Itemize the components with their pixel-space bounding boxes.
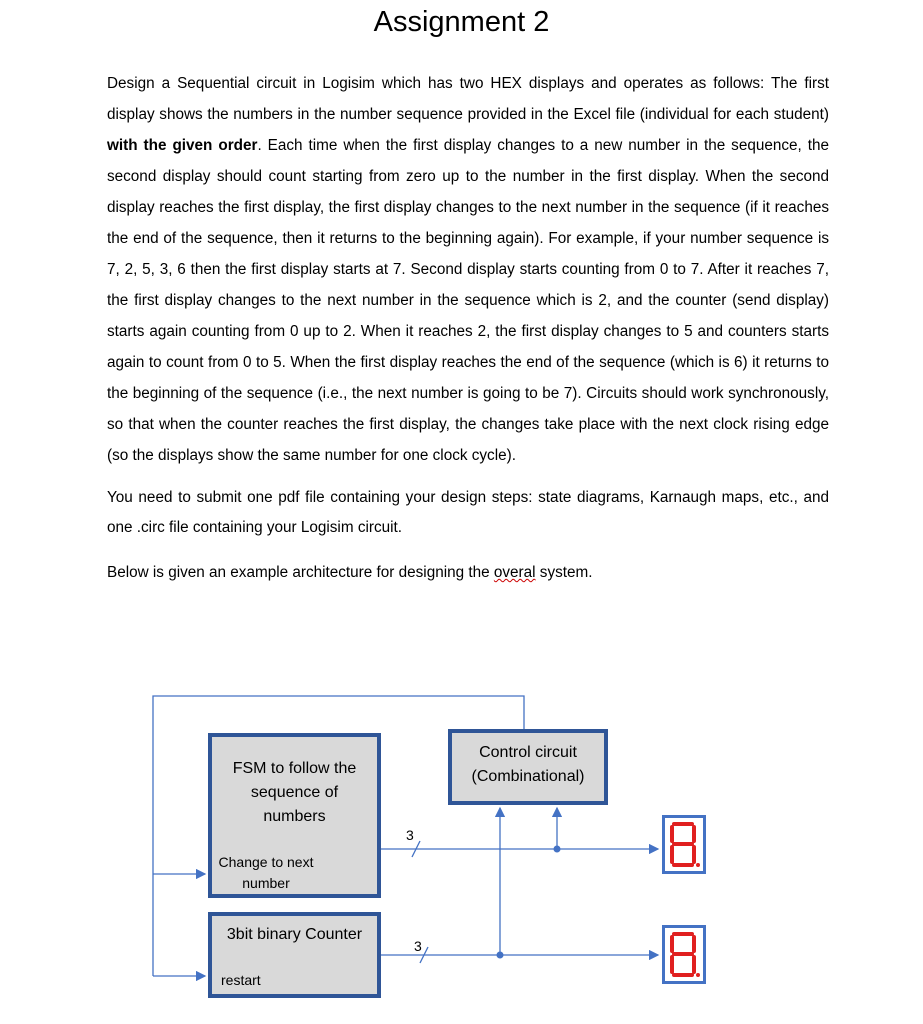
bus-width-label: 3 — [406, 827, 414, 843]
intro-text-2: system. — [535, 564, 593, 581]
submission-instructions: You need to submit one pdf file containing your design steps: state diagrams, Karnaugh maps, etc., and one .circ file containing your Logisim circuit. — [107, 489, 829, 536]
hex-display-2 — [662, 925, 706, 984]
counter-input-label: restart — [221, 972, 261, 988]
bus-width-label: 3 — [414, 938, 422, 954]
counter-label: 3bit binary Counter — [226, 926, 363, 943]
intro-text-1: Below is given an example architecture for designing the — [107, 564, 494, 581]
hex-display-1 — [662, 815, 706, 874]
control-label-2: (Combinational) — [471, 768, 585, 785]
desc-text-1: Design a Sequential circuit in Logisim which has two HEX displays and operates as follows: The first display shows the numbers in the number sequence provided in the Excel file (individual for each student) — [107, 75, 829, 123]
junction-dot — [497, 952, 504, 959]
fsm-label: FSM to follow the sequence of numbers — [232, 760, 357, 825]
junction-dot — [554, 846, 561, 853]
desc-text-2: . Each time when the first display changes to a new number in the sequence, the second display should count starting from zero up to the number in the first display. When the second display reaches the first display, the first display changes to the next number in the sequence (if it reaches the end of the sequence, then it returns to the beginning again). For example, if your number sequence is 7, 2, 5, 3, 6 then the first display starts at 7. Second display starts counting from 0 to 7. After it reaches 7, the first display changes to the next number in the sequence which is 2, and the counter (send display) starts again counting from 0 up to 2. When it reaches 2, the first display changes to 5 and counters starts again to count from 0 to 5. When the first display reaches the end of the sequence (which is 6) it returns to the beginning of the sequence (i.e., the next number is going to be 7). Circuits should work synchronously, so that when the counter reaches the first display, the changes take place with the next clock rising edge (so the displays show the same number for one clock cycle). — [107, 137, 829, 464]
seven-segment-icon — [665, 818, 703, 871]
desc-bold: with the given order — [107, 137, 258, 154]
fsm-block — [208, 733, 381, 898]
misspelled-word: overal — [493, 564, 536, 581]
counter-block — [208, 912, 381, 998]
fsm-input-label: Change to next number — [218, 854, 314, 891]
seven-segment-icon — [665, 928, 703, 981]
control-block — [448, 729, 608, 805]
page-title: Assignment 2 — [373, 6, 550, 38]
control-label-1: Control circuit — [479, 744, 577, 761]
